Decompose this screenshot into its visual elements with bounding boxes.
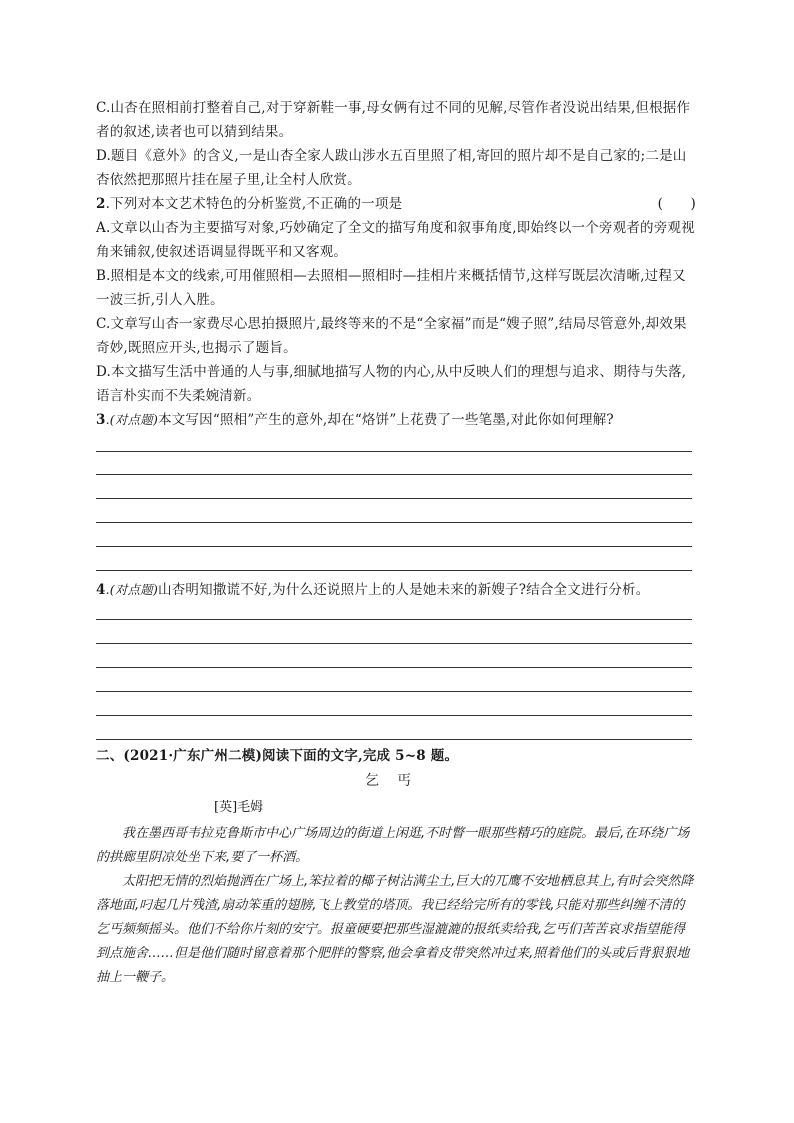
q1-option-d: D.题目《意外》的含义,一是山杏全家人跋山涉水五百里照了相,寄回的照片却不是自己家的;二是山杏依然把那照片挂在屋子里,让全村人欣赏。: [96, 148, 687, 188]
q2-option-d: D.本文描写生活中普通的人与事,细腻地描写人物的内心,从中反映人们的理想与追求、期待与失落,语言朴实而不失柔婉清新。: [96, 364, 687, 404]
answer-line[interactable]: [96, 739, 692, 740]
answer-paren[interactable]: ( ): [657, 196, 696, 212]
q2-option-a: A.文章以山杏为主要描写对象,巧妙确定了全文的描写角度和叙事角度,即始终以一个旁观者的旁观视角来铺叙,使叙述语调显得既平和又客观。: [96, 220, 695, 260]
question-3-tag: .(对点题): [105, 412, 159, 427]
question-3: [96, 408, 696, 432]
section-2-heading: [96, 744, 696, 768]
answer-line[interactable]: [96, 570, 692, 571]
answer-line[interactable]: [96, 474, 692, 475]
answer-line[interactable]: [96, 715, 692, 716]
answer-line[interactable]: [96, 643, 692, 644]
passage-author: [英]毛姆: [214, 800, 264, 815]
section-2-prefix: 二、(2021·: [96, 748, 174, 764]
answer-line[interactable]: [96, 619, 692, 620]
question-3-number: 3: [96, 412, 106, 428]
passage-title: 乞丐: [365, 773, 429, 789]
q1-option-c: C.山杏在照相前打整着自己,对于穿新鞋一事,母女俩有过不同的见解,尽管作者没说出结果,但根据作者的叙述,读者也可以猜到结果。: [96, 100, 691, 140]
answer-line[interactable]: [96, 691, 692, 692]
question-3-stem: 本文写因“照相”产生的意外,却在“烙饼”上花费了一些笔墨,对此你如何理解?: [158, 412, 614, 428]
q2-option-b: B.照相是本文的线索,可用催照相—去照相—照相时—挂相片来概括情节,这样写既层次清晰,过程又一波三折,引人入胜。: [96, 268, 686, 308]
answer-line[interactable]: [96, 546, 692, 547]
question-4-stem: 山杏明知撒谎不好,为什么还说照片上的人是她未来的新嫂子?结合全文进行分析。: [158, 582, 650, 598]
q2-option-c: C.文章写山杏一家费尽心思拍摄照片,最终等来的不是“全家福”而是“嫂子照”,结局尽管意外,却效果奇妙,既照应开头,也揭示了题旨。: [96, 316, 687, 356]
question-4: [96, 578, 696, 602]
question-4-number: 4: [96, 582, 106, 598]
question-2: [96, 192, 696, 216]
question-2-stem: .下列对本文艺术特色的分析鉴赏,不正确的一项是: [105, 196, 403, 212]
section-2-source: 广东广州二模: [173, 748, 256, 764]
answer-line[interactable]: [96, 522, 692, 523]
question-4-tag: .(对点题): [105, 582, 159, 597]
answer-line[interactable]: [96, 451, 692, 452]
question-2-number: 2: [96, 196, 106, 212]
section-2-suffix: )阅读下面的文字,完成 5~8 题。: [255, 748, 459, 764]
answer-line[interactable]: [96, 498, 692, 499]
passage-paragraph-1: 我在墨西哥韦拉克鲁斯市中心广场周边的街道上闲逛,不时瞥一眼那些精巧的庭院。最后,在环绕广场的拱廊里阴凉处坐下来,要了一杯酒。: [96, 826, 690, 865]
answer-line[interactable]: [96, 667, 692, 668]
passage-paragraph-2: 太阳把无情的烈焰抛洒在广场上,笨拉着的椰子树沾满尘土,巨大的兀鹰不安地栖息其上,有时会突然降落地面,叼起几片残渣,扇动笨重的翅膀,飞上教堂的塔顶。我已经给完所有的零钱,只能对那些纠缠不清的乞丐频频摇头。他们不给你片刻的安宁。报童硬要把那些湿漉漉的报纸卖给我,乞丐们苦苦哀求指望能得到点施舍……但是他们随时留意着那个肥胖的警察,他会拿着皮带突然冲过来,照着他们的头或后背狠狠地抽上一鞭子。: [96, 874, 694, 985]
